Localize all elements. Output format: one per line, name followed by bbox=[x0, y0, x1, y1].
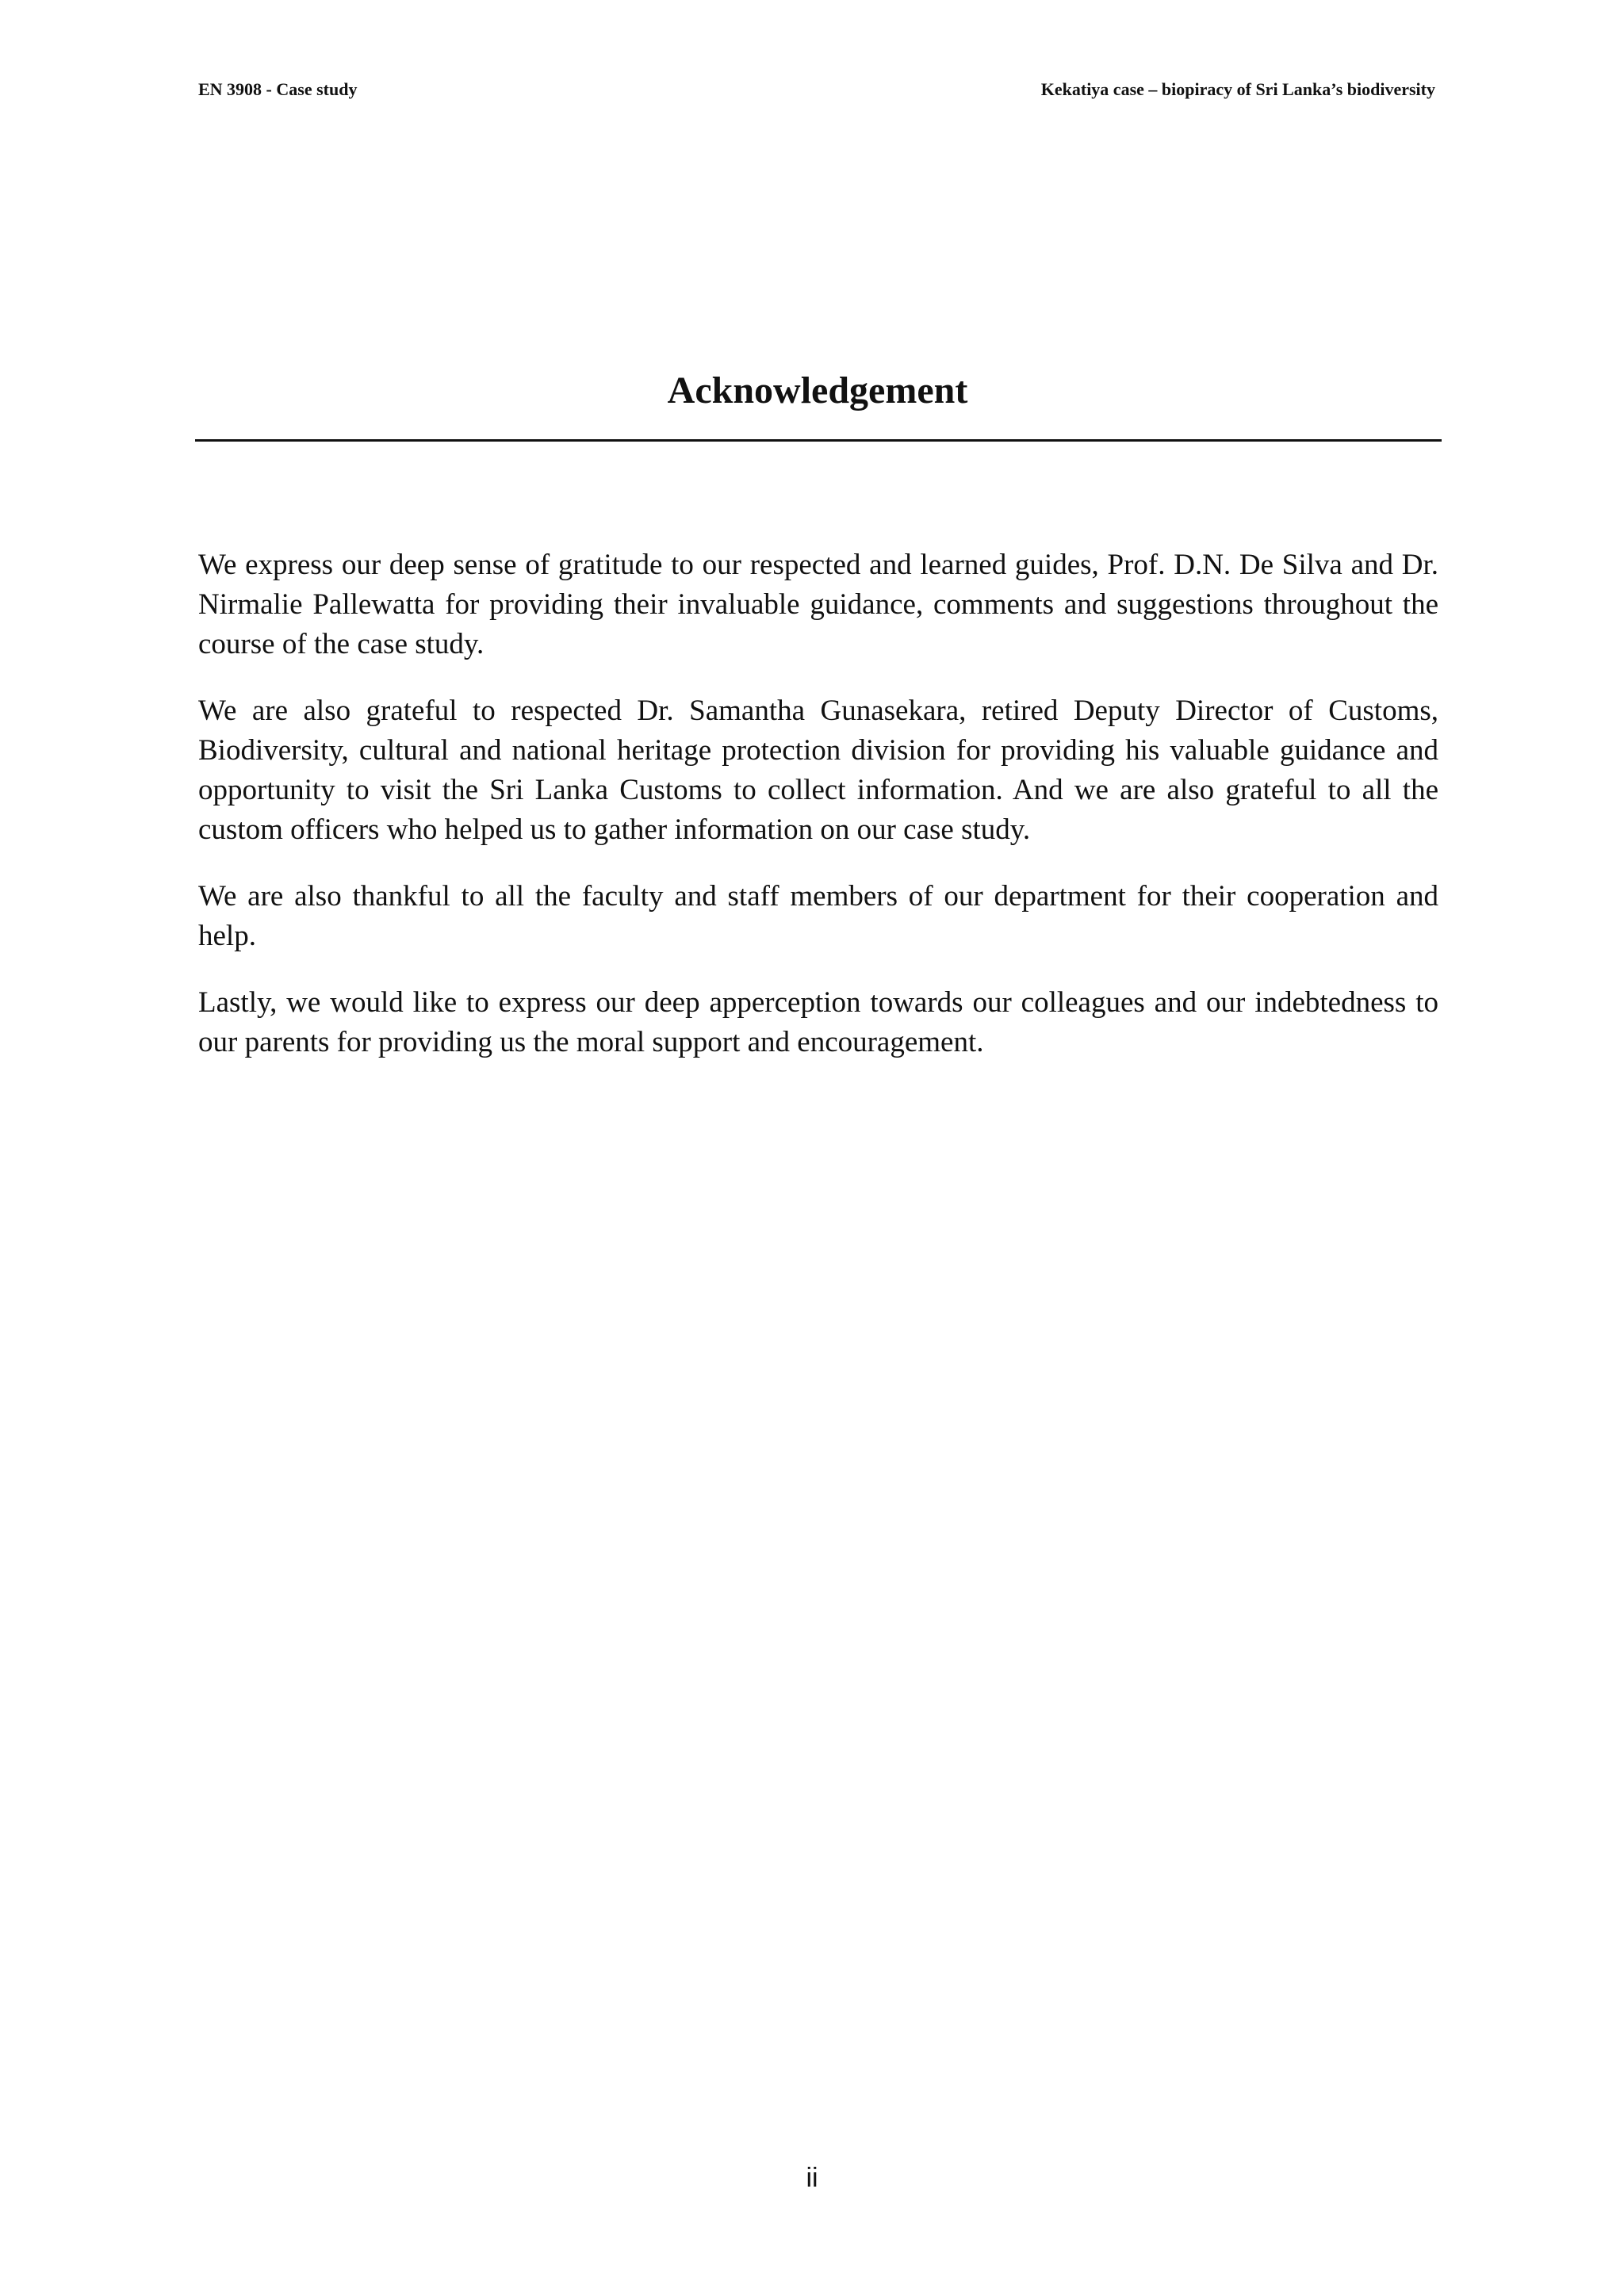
paragraph-colleagues: Lastly, we would like to express our deep apperception towards our colleagues and our indebtedness to our parents for providing us the moral support and encouragement. bbox=[198, 986, 1438, 1058]
paragraph-guides: We express our deep sense of gratitude to our respected and learned guides, Prof. D.N. De Silva and Dr. Nirmalie Pallewatta for providing their invaluable guidance, comments and suggestions throughout the course of the case study. bbox=[198, 549, 1438, 660]
page-title: Acknowledgement bbox=[667, 369, 968, 411]
title-divider bbox=[195, 439, 1442, 442]
paragraph-faculty: We are also thankful to all the faculty and staff members of our department for their cooperation and help. bbox=[198, 880, 1438, 952]
header-document-title: Kekatiya case – biopiracy of Sri Lanka’s biodiversity bbox=[1040, 79, 1435, 99]
header-course-code: EN 3908 - Case study bbox=[198, 79, 358, 99]
paragraph-customs: We are also grateful to respected Dr. Samantha Gunasekara, retired Deputy Director of Customs, Biodiversity, cultural and national heritage protection division for providing his valuable guidance and opportunity to visit the Sri Lanka Customs to collect information. And we are also grateful to all the custom officers who helped us to gather information on our case study. bbox=[198, 695, 1438, 846]
acknowledgement-body bbox=[198, 545, 1438, 1089]
page-number: ii bbox=[806, 2163, 818, 2193]
